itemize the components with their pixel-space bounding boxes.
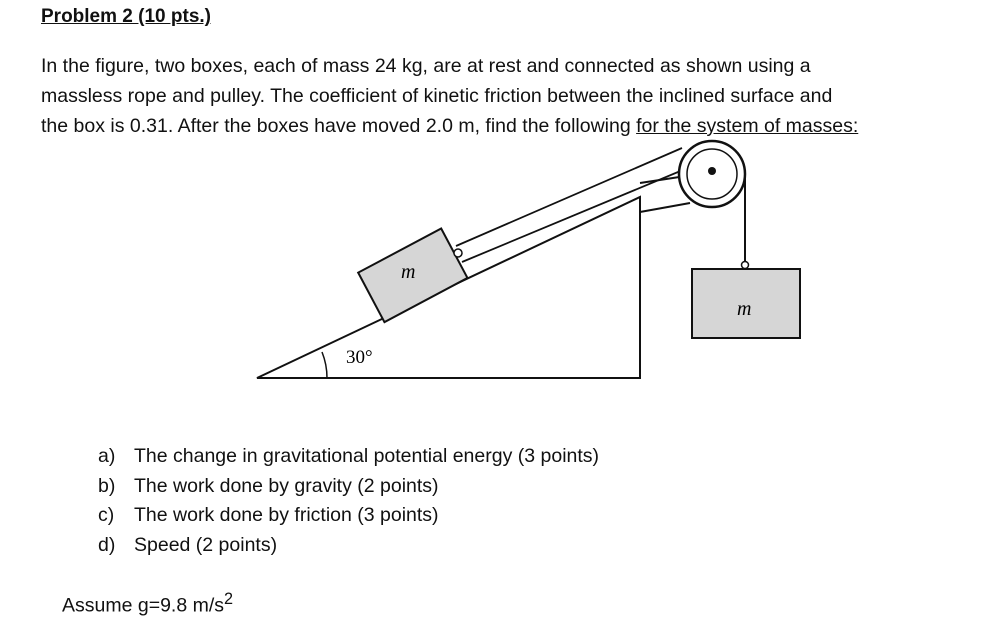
part-text: The work done by gravity (2 points)	[134, 474, 439, 497]
part-letter: d)	[98, 533, 116, 556]
pulley-strut-bottom	[640, 203, 690, 212]
question-part-b	[98, 472, 599, 502]
problem-title: Problem 2 (10 pts.)	[41, 6, 211, 27]
question-part-a	[98, 442, 599, 472]
angle-label: 30°	[346, 347, 373, 368]
rope-attachment-knot	[454, 249, 462, 257]
part-letter: a)	[98, 445, 116, 467]
part-letter: b)	[98, 474, 116, 497]
part-text: The work done by friction (3 points)	[134, 504, 439, 526]
assumption-superscript: 2	[224, 590, 234, 608]
statement-line-1: In the figure, two boxes, each of mass 24 kg, are at rest and connected as shown using a	[41, 55, 811, 77]
question-part-d	[98, 531, 599, 561]
part-text: Speed (2 points)	[134, 533, 278, 556]
statement-line-2: massless rope and pulley. The coefficient of kinetic friction between the inclined surface and	[41, 85, 833, 107]
question-part-c	[98, 501, 599, 531]
pulley-axle	[708, 167, 716, 175]
part-letter: c)	[98, 504, 115, 526]
statement-underlined-phrase: for the system of masses:	[636, 115, 859, 137]
hanging-rope-hook	[742, 262, 749, 269]
statement-line-3-text: the box is 0.31. After the boxes have moved 2.0 m, find the following	[41, 115, 637, 137]
part-text: The change in gravitational potential energy (3 points)	[134, 445, 600, 467]
question-parts-list	[98, 442, 599, 560]
assumption-text: Assume g=9.8 m/s	[62, 594, 225, 617]
box-on-incline-label: m	[401, 261, 416, 283]
hanging-box-label: m	[737, 298, 752, 320]
gravity-assumption	[62, 590, 233, 618]
